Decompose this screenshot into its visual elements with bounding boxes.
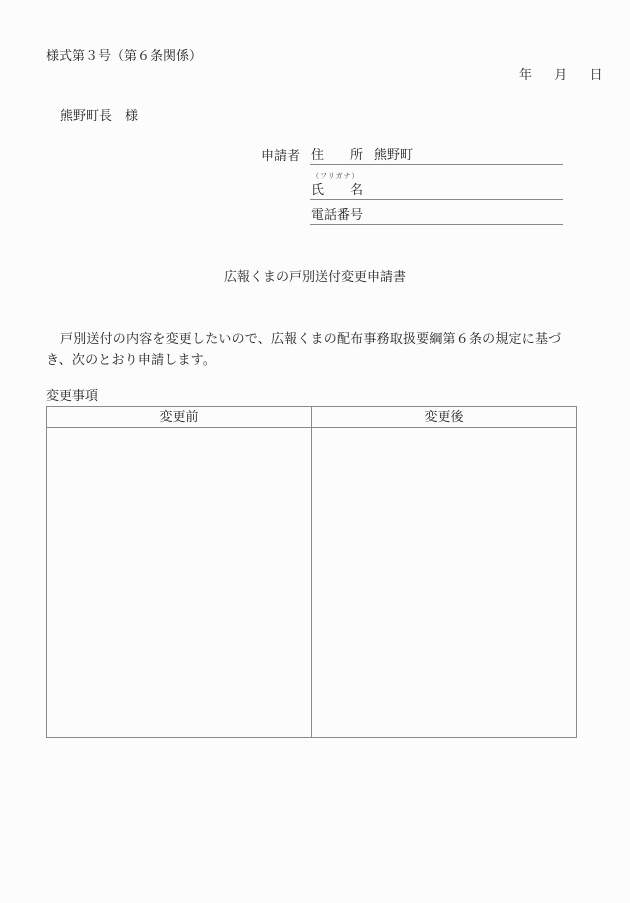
cell-before[interactable] <box>47 429 311 737</box>
phone-field[interactable] <box>310 206 563 225</box>
year-label: 年 <box>519 68 533 83</box>
addressee: 熊野町長 様 <box>60 109 139 124</box>
day-label: 日 <box>589 68 603 83</box>
cell-after[interactable] <box>313 429 576 737</box>
name-field[interactable] <box>310 181 563 200</box>
date-line <box>519 69 603 82</box>
header-divider <box>47 427 576 428</box>
address-label: 住 所 <box>311 148 364 163</box>
document-title-text: 広報くまの戸別送付変更申請書 <box>223 270 406 285</box>
document-title <box>0 271 630 284</box>
address-field[interactable] <box>310 146 563 165</box>
header-after: 変更後 <box>424 410 464 425</box>
body-paragraph: 戸別送付の内容を変更したいので、広報くまの配布事務取扱要綱第６条の規定に基づき、次のとおり申請します。 <box>46 332 562 368</box>
furigana-label: （フリガナ） <box>312 172 360 180</box>
name-label: 氏 名 <box>311 183 364 198</box>
month-label: 月 <box>554 68 568 83</box>
form-id: 様式第３号（第６条関係） <box>46 49 203 64</box>
change-table <box>46 406 577 738</box>
phone-label: 電話番号 <box>311 208 364 223</box>
section-label: 変更事項 <box>46 389 99 404</box>
header-before: 変更前 <box>159 410 199 425</box>
column-divider <box>311 407 312 737</box>
address-value: 熊野町 <box>374 148 414 163</box>
applicant-label: 申請者 <box>261 149 301 164</box>
